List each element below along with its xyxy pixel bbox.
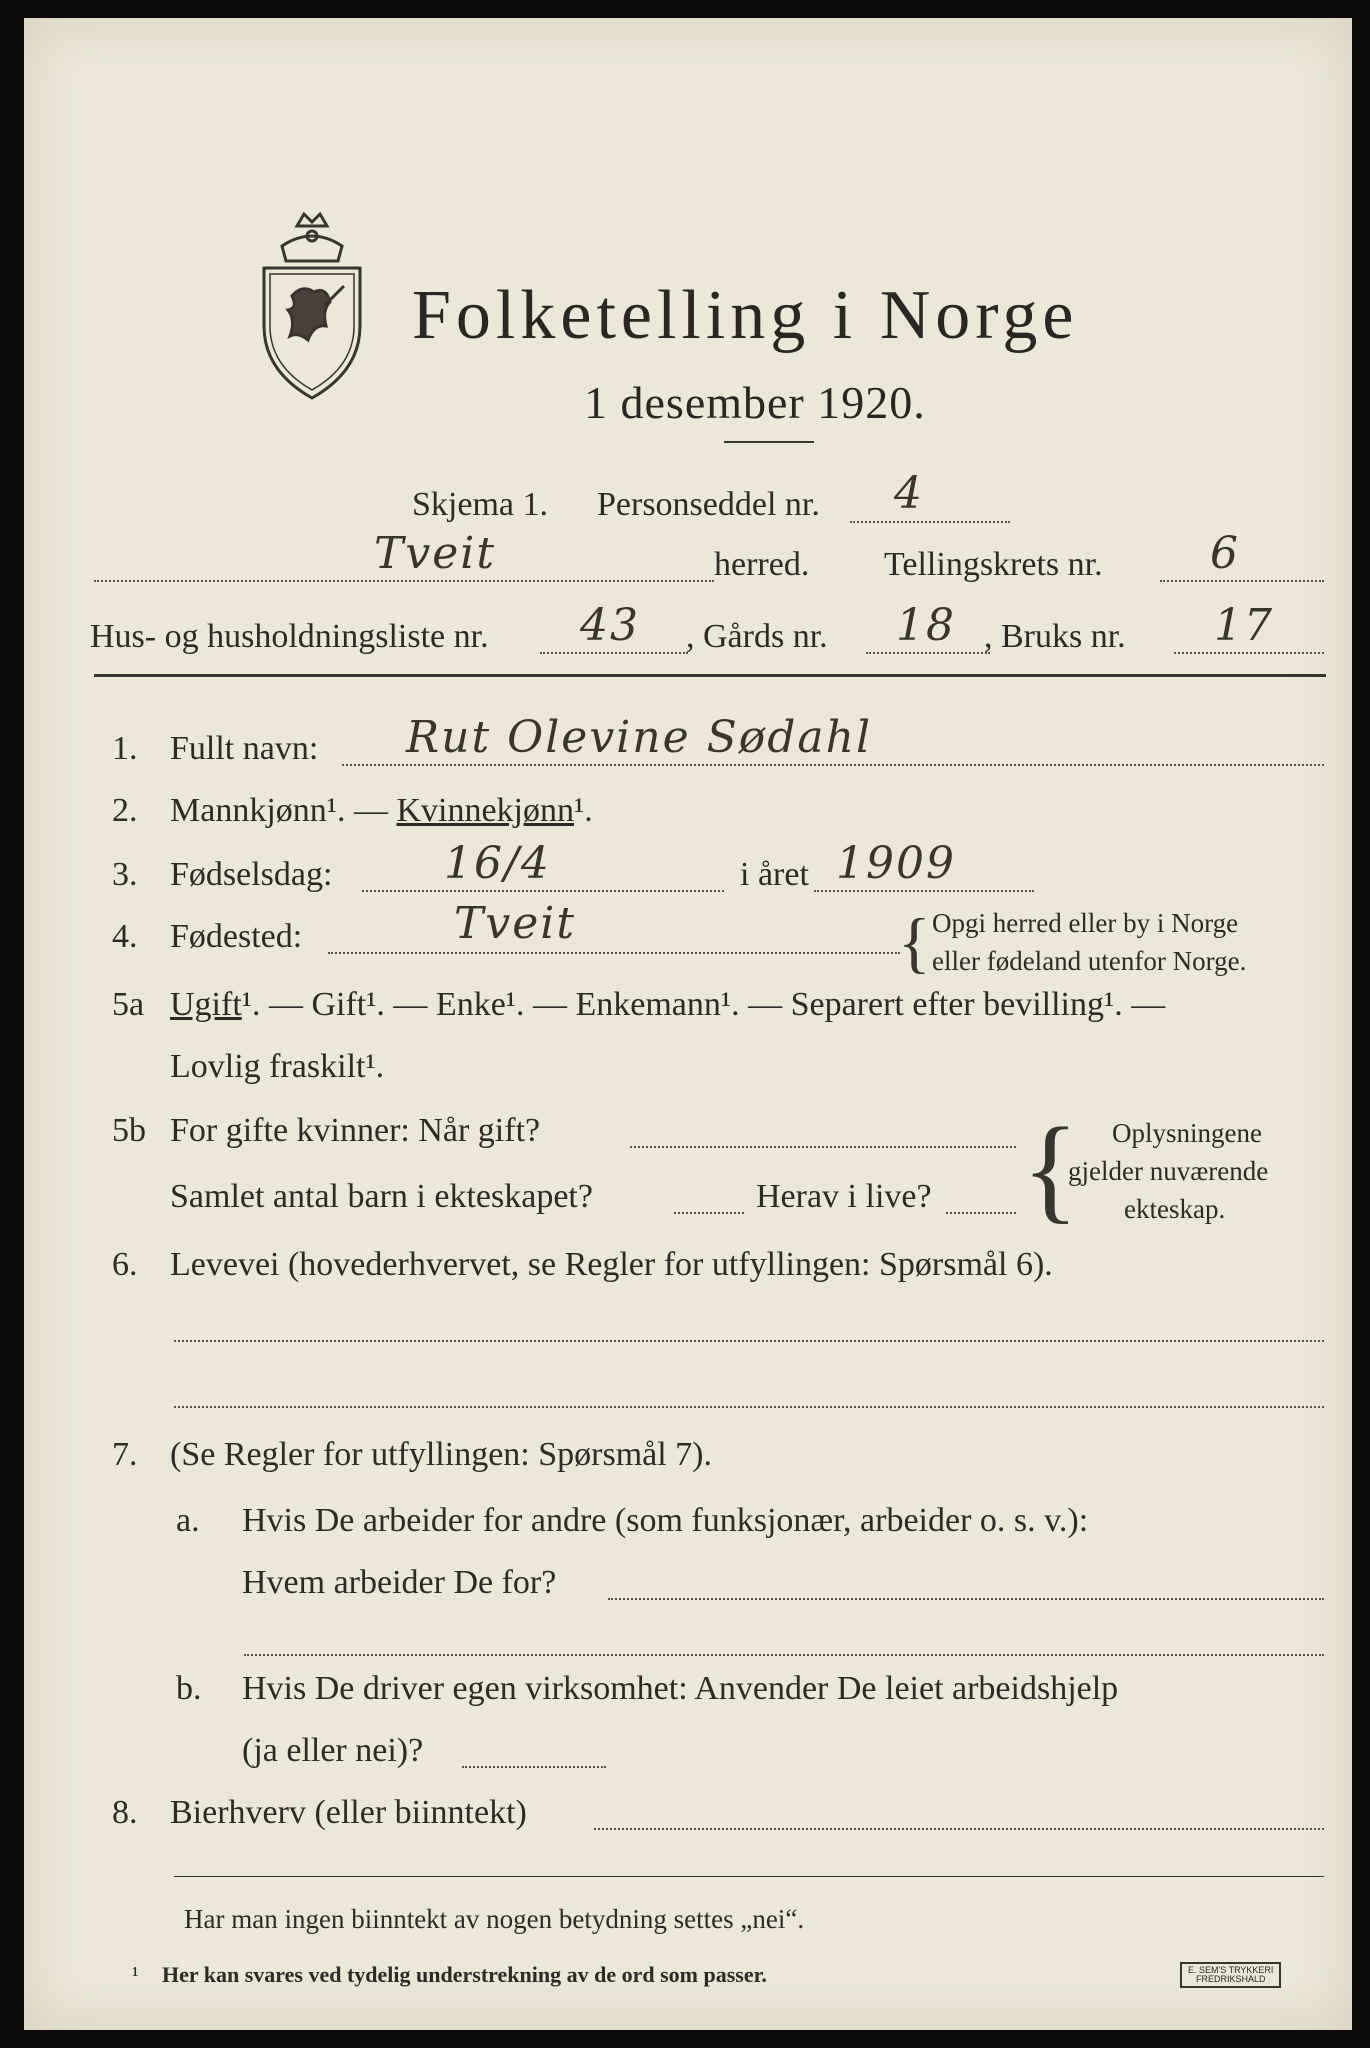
q7b-question: (ja eller nei)? [242, 1732, 424, 1769]
tellingskrets-line [1160, 580, 1324, 582]
footnote-mark: ¹ [132, 1962, 139, 1987]
q7-text: (Se Regler for utfyllingen: Spørsmål 7). [170, 1436, 713, 1473]
q2-text [170, 792, 593, 830]
tellingskrets-label: Tellingskrets nr. [884, 546, 1103, 583]
bruks-value[interactable]: 17 [1214, 600, 1274, 651]
schema-label: Skjema 1. [412, 486, 548, 523]
q8-number: 8. [112, 1794, 138, 1831]
q5a-number: 5a [112, 986, 145, 1023]
q5a-ugift-underlined[interactable]: Ugift [170, 986, 242, 1023]
q5a-line2: Lovlig fraskilt¹. [170, 1048, 385, 1085]
q5b-note2: gjelder nuværende [1068, 1156, 1269, 1186]
q5b-line2a: Samlet antal barn i ekteskapet? [170, 1178, 593, 1215]
q4-note-line1: Opgi herred eller by i Norge [932, 908, 1239, 938]
q5b-alive-line [946, 1212, 1016, 1214]
q3-number: 3. [112, 856, 138, 893]
printer-stamp-line2: FREDRIKSHALD [1195, 1974, 1266, 1984]
q6-number: 6. [112, 1246, 138, 1283]
q4-label: Fødested: [170, 918, 303, 955]
q7a-line2 [244, 1654, 1324, 1656]
gards-value[interactable]: 18 [896, 600, 956, 651]
bruks-line [1174, 652, 1324, 654]
q7a-question: Hvem arbeider De for? [242, 1564, 557, 1601]
q3-line [362, 890, 724, 892]
q4-line [328, 952, 900, 954]
q5b-note1: Oplysningene [1112, 1118, 1262, 1148]
q5b-married-line [630, 1146, 1016, 1148]
q1-number: 1. [112, 730, 138, 767]
q5b-line2b: Herav i live? [756, 1178, 932, 1215]
hus-line [540, 652, 688, 654]
q2-number: 2. [112, 792, 138, 829]
full-name-value[interactable]: Rut Olevine Sødahl [406, 712, 873, 763]
q7b-text: Hvis De driver egen virksomhet: Anvender De leiet arbeidshjelp [242, 1670, 1119, 1707]
q1-label: Fullt navn: [170, 730, 319, 767]
q3-label: Fødselsdag: [170, 856, 333, 893]
q3-year-line [814, 890, 1034, 892]
footnote-text: Her kan svares ved tydelig understrekning av de ord som passer. [162, 1962, 767, 1987]
printer-stamp-line1: E. SEM'S TRYKKERI [1188, 1965, 1274, 1975]
hus-value[interactable]: 43 [580, 600, 640, 651]
q5a-options: ¹. — Gift¹. — Enke¹. — Enkemann¹. — Separert efter bevilling¹. — [241, 986, 1166, 1023]
census-form [24, 18, 1352, 2030]
q2-male: Mannkjønn¹. — [170, 792, 397, 829]
q4-note-line2: eller fødeland utenfor Norge. [932, 946, 1247, 976]
q6-text: Levevei (hovederhvervet, se Regler for utfyllingen: Spørsmål 6). [170, 1246, 1053, 1283]
q2-suffix: ¹. [574, 792, 593, 829]
q4-brace: { [898, 904, 931, 980]
q8-line [594, 1828, 1324, 1830]
gards-label: , Gårds nr. [686, 618, 828, 655]
gards-line [866, 652, 990, 654]
form-title: Folketelling i Norge [412, 277, 1079, 354]
q4-number: 4. [112, 918, 138, 955]
personseddel-label: Personseddel nr. [597, 486, 820, 523]
birthdate-value[interactable]: 16/4 [444, 838, 551, 889]
footer-note: Har man ingen biinntekt av nogen betydning settes „nei“. [184, 1904, 805, 1934]
q5b-children-line [674, 1212, 744, 1214]
q5b-brace: { [1022, 1103, 1079, 1234]
personseddel-line [850, 521, 1010, 523]
birthplace-value[interactable]: Tveit [454, 898, 576, 949]
q7-number: 7. [112, 1436, 138, 1473]
tellingskrets-value[interactable]: 6 [1210, 528, 1240, 579]
title-divider [724, 441, 814, 443]
q7b-number: b. [176, 1670, 202, 1707]
herred-value[interactable]: Tveit [374, 528, 496, 579]
herred-line [94, 580, 714, 582]
bruks-label: , Bruks nr. [984, 618, 1126, 655]
coat-of-arms-icon [252, 206, 372, 406]
census-date: 1 desember 1920. [584, 377, 926, 428]
q6-line2 [174, 1406, 1324, 1408]
q1-line [342, 764, 1324, 766]
q8-text: Bierhverv (eller biinntekt) [170, 1794, 527, 1831]
q2-female-underlined[interactable]: Kvinnekjønn [396, 792, 575, 829]
personseddel-value[interactable]: 4 [894, 468, 924, 519]
footer-divider [174, 1876, 1324, 1877]
q5b-line1: For gifte kvinner: Når gift? [170, 1112, 541, 1149]
hus-label: Hus- og husholdningsliste nr. [90, 618, 489, 655]
header-divider [94, 674, 1326, 677]
q5b-number: 5b [112, 1112, 146, 1149]
q7a-line1 [608, 1598, 1324, 1600]
q3-year-label: i året [740, 856, 809, 893]
q5a-text [170, 986, 1165, 1024]
q7a-text: Hvis De arbeider for andre (som funksjonær, arbeider o. s. v.): [242, 1502, 1089, 1539]
printer-stamp [1180, 1962, 1281, 1988]
herred-label: herred. [714, 546, 810, 583]
q7a-number: a. [176, 1502, 200, 1539]
q6-line1 [174, 1340, 1324, 1342]
q5b-note3: ekteskap. [1124, 1194, 1226, 1224]
birth-year-value[interactable]: 1909 [836, 838, 956, 889]
q7b-line [462, 1766, 606, 1768]
